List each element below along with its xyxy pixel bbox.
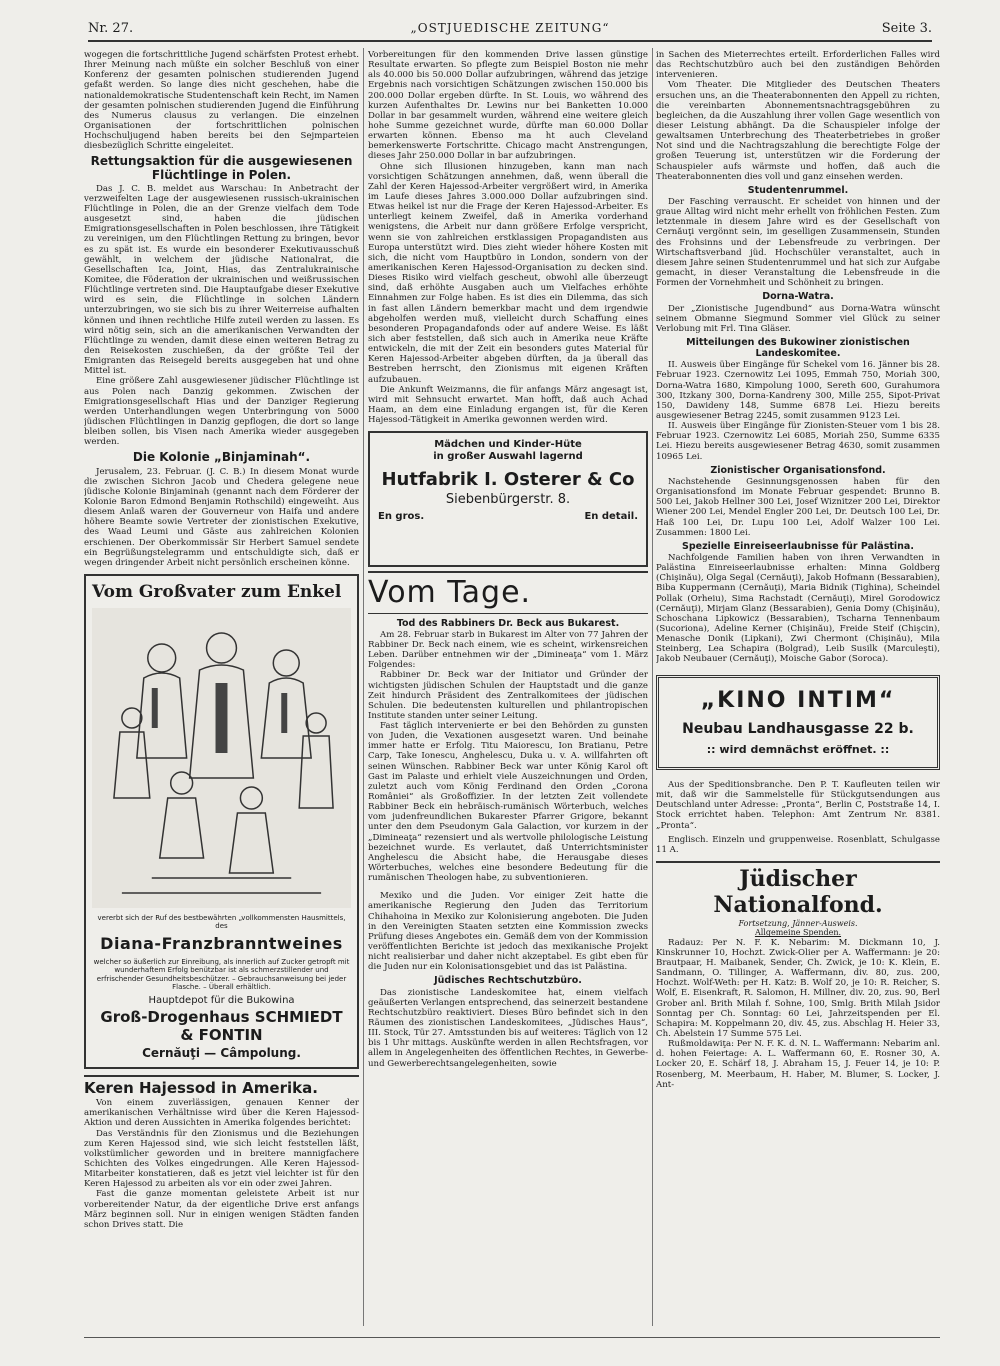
section-title-vom-tage: Vom Tage. bbox=[368, 571, 648, 613]
ad-brand: Diana-Franzbranntweines bbox=[100, 933, 343, 953]
headline-mitteilungen: Mitteilungen des Bukowiner zionistischen Landeskomitee. bbox=[686, 336, 910, 360]
ad-store: Groß-Drogenhaus SCHMIEDT & FONTIN bbox=[100, 1008, 343, 1044]
column-divider bbox=[363, 48, 364, 1326]
headline-einreise: Spezielle Einreiseerlaubnisse für Palästina. bbox=[682, 540, 914, 552]
ad-kino-note: :: wird demnächst eröffnet. :: bbox=[706, 743, 890, 756]
column-divider bbox=[652, 48, 653, 1326]
advertisement-kino-intim bbox=[656, 675, 940, 770]
ad-company: Hutfabrik I. Osterer & Co bbox=[381, 468, 635, 490]
illustration-drawing bbox=[92, 608, 351, 908]
article-paragraph: Die Ankunft Weizmanns, die für anfangs März angesagt ist, wird mit Sehnsucht erwartet. Man hofft, daß auch Achad Haam, an dem eine Einladung ergangen ist, für die Keren Hajessod-Tätigkeit in Amerika gewonnen werden wird. bbox=[368, 384, 648, 426]
headline-keren-hajessod: Keren Hajessod in Amerika. bbox=[84, 1075, 359, 1097]
column-2 bbox=[368, 50, 648, 1326]
article-paragraph: Der „Zionistische Jugendbund“ aus Dorna-Watra wünscht seinem Obmanne Siegmund Sommer viel Glück zu seiner Verlobung mit Frl. Tina Gläser. bbox=[656, 303, 940, 334]
article-paragraph: Das zionistische Landeskomitee hat, einem vielfach geäußerten Verlangen entsprechend, das seinerzeit bestandene Rechtschutzbüro reaktiviert. Dieses Büro befindet sich in den Räumen des zionistischen Landeskomitees, „Jüdisches Haus“, III. Stock, Tür 27. Amtsstunden bis auf weiteres: Täglich von 12 bis 1 Uhr mittags. Auskünfte werden in allen Rechtsfragen, vor allem in Angelegenheiten des öffentlichen Rechtes, in Gewerbe- und Gewerberechtsangelegenheiten, sowie bbox=[368, 987, 648, 1069]
article-paragraph: Mexiko und die Juden. Vor einiger Zeit hatte die amerikanische Regierung den Juden das Territorium Chihahoina in Mexiko zur Kolonisierung angeboten. Die Juden in den Vereinigten Staaten setzten eine Kommission zwecks Prüfung dieses Angebotes ein. Gemäß dem von der Kommission veröffentlichten Berichte ist jedoch das mexikanische Projekt nicht realisierbar und daher nicht akzeptabel. Es gibt eben für die Juden nur ein Kolonisationsgebiet und das ist Palästina. bbox=[368, 891, 648, 973]
ad-description: welcher so äußerlich zur Einreibung, als innerlich auf Zucker getropft mit wunderhaftem Erfolg benützbar ist als schmerzstillender und erfrischender Gesundheitsbeschützer. – Gebrauchsanweisung bei jeder Flasche. – Überall erhältlich. bbox=[93, 957, 350, 991]
article-paragraph: II. Ausweis über Eingänge für Zionisten-Steuer vom 1 bis 28. Februar 1923. Czernowitz Lei 6085, Moriah 250, Summe 6335 Lei. Hiezu bereits ausgewiesener Betrag 4630, somit zusammen 10965 Lei. bbox=[656, 421, 940, 462]
headline-nationalfond: Jüdischer Nationalfond. bbox=[656, 861, 940, 919]
article-paragraph: Rabbiner Dr. Beck war der Initiator und Gründer der wichtigsten jüdischen Schulen der Hauptstadt und die ganze Zeit hindurch Präsident des Zentralkomitees der jüdischen Schulen. Die bedeutensten kulturellen und philantropischen Institute standen unter seiner Leitung. bbox=[368, 670, 648, 721]
issue-number: Nr. 27. bbox=[88, 21, 134, 36]
article-paragraph: Nachfolgende Familien haben von ihren Verwandten in Palästina Einreiseerlaubnisse erhalten: Minna Goldberg (Chişinău), Olga Segal (Cernăuţi), Jakob Hofmann (Bessarabien), Biba Kuppermann (Cernăuţi), Maria Bidnik (Tighina), Scheindel Pollak (Orheiu), Sima Rachstadt (Cernăuţi), Mirel Gorodowicz (Cernăuţi), Mirjam Glanz (Bessarabien), Genia Domy (Chişinău), Schoschana Lipkowicz (Bessarabien), Tscharna Tennenbaum (Sucoriona), Adeline Kerner (Chişinău), Freide Steif (Chişcin), Menasche Donik (Lipkani), Zwi Chermont (Chişinău), Mila Steinberg, Lea Schapira (Bolgrad), Leib Susilk (Marculeşti), Jakob Neubauer (Cernăuţi), Moische Gabor (Soroca). bbox=[656, 552, 940, 665]
article-paragraph: Nachstehende Gesinnungsgenossen haben für den Organisationsfond im Monate Februar gespendet: Brunno B. 500 Lei, Jakob Hellner 300 Lei, Josef Wiznitzer 200 Lei, Direktor Wiener 200 Lei, Mendel Engler 200 Lei, Dr. Deutsch 100 Lei, Dr. Haß 100 Lei, Dr. Lupu 100 Lei, Adolf Walzer 100 Lei. Zusammen: 1800 Lei. bbox=[656, 476, 940, 538]
headline-beck: Tod des Rabbiners Dr. Beck aus Bukarest. bbox=[396, 617, 620, 629]
headline-rettungsaktion: Rettungsaktion für die ausgewiesenen Flüchtlinge in Polen. bbox=[90, 154, 353, 182]
article-paragraph: Ohne sich Illusionen hinzugeben, kann man nach vorsichtigen Schätzungen annehmen, daß, wenn überall die Zahl der Keren Hajessod-Arbeiter vergrößert wird, in Amerika im Laufe dieses Jahres 3.000.000 Dollar aufzubringen sind. Etwas heikel ist nur die Frage der Keren Hajessod-Arbeiter. Es unterliegt keinem Zweifel, daß in Amerika vorderhand wenigstens, die Arbeit nur dann größere Erfolge verspricht, wenn sie von zahlreichen erstklassigen Propagandisten aus Europa unterstützt wird. Dies zieht wieder höhere Kosten mit sich, die nicht vom Hauptbüro in London, sondern von der amerikanischen Keren Hajessod-Organisation zu decken sind. Dieses Risiko wird vielfach gescheut, obwohl alle überzeugt sind, daß erhöhte Ausgaben auch um Vielfaches erhöhte Einnahmen zur Folge haben. Es ist dies ein Dilemma, das sich in fast allen Ländern bemerkbar macht und dem irgendwie abgeholfen werden muß, vielleicht durch Schaffung eines besonderen Propagandafonds oder auf andere Weise. Es läßt sich aber feststellen, daß sich auch in Amerika neue Kräfte entwickeln, die mit der Zeit ein besonders gutes Material für Keren Hajessod-Arbeiter abgeben dürften, da ja überall das Bestreben herrscht, den Zionismus mit eigenen Kräften aufzubauen. bbox=[368, 161, 648, 385]
family-illustration bbox=[92, 608, 351, 908]
advertisement-hutfabrik bbox=[368, 431, 648, 567]
article-paragraph: Jerusalem, 23. Februar. (J. C. B.) In diesem Monat wurde die zwischen Sichron Jacob und Chedera gelegene neue jüdische Kolonie Binjaminah (genannt nach dem Förderer der Kolonie Baron Edmond Benjamin Rothschild) eingeweiht. Aus diesem Anlaß waren der Gouverneur von Haifa und andere höhere Beamte sowie Vertreter der zionistischen Exekutive, des Waad Leumi und Gäste aus zahlreichen Kolonien erschienen. Der Oberkommissär Sir Herbert Samuel sendete ein Begrüßungstelegramm und entschuldigte sich, daß er wegen dringender Arbeit nicht persönlich erscheinen könne. bbox=[84, 466, 359, 568]
ad-address: Siebenbürgerstr. 8. bbox=[445, 492, 571, 508]
article-paragraph: Englisch. Einzeln und gruppenweise. Rosenblatt, Schulgasse 11 A. bbox=[656, 834, 940, 855]
headline-dorna-watra: Dorna-Watra. bbox=[762, 291, 834, 303]
article-paragraph: Das Verständnis für den Zionismus und die Beziehungen zum Keren Hajessod sind, wie sich leicht feststellen läßt, volkstümlicher geworden und in breitere mannigfachere Schichten des Volkes eingedrungen. Alle Keren Hajessod-Mitarbeiter konstatieren, daß es jetzt viel leichter ist für den Keren Hajessod zu arbeiten als vor ein oder zwei Jahren. bbox=[84, 1128, 359, 1190]
article-paragraph: Von einem zuverlässigen, genauen Kenner der amerikanischen Verhältnisse wird über die Keren Hajessod-Aktion und deren Aussichten in Amerika folgendes berichtet: bbox=[84, 1098, 359, 1129]
subheading: Allgemeine Spenden. bbox=[754, 928, 842, 938]
ad-depot: Hauptdepot für die Bukowina bbox=[148, 995, 295, 1007]
article-paragraph: Aus der Speditionsbranche. Den P. T. Kaufleuten teilen wir mit, daß wir die Sammelstelle für Stückgutsendungen aus Deutschland unter Adresse: „Pronta“, Berlin C, Poststraße 14, I. Stock errichtet haben. Telephon: Amt Zentrum Nr. 8381. „Pronta“. bbox=[656, 779, 940, 831]
article-paragraph: II. Ausweis über Eingänge für Schekel vom 16. Jänner bis 28. Februar 1923. Czernowitz Lei 1095, Emmah 750, Moriah 300, Dorna-Watra 1680, Kimpolung 1000, Sereth 600, Gurahumora 300, Itzkany 300, Dorna-Kandreny 300, Mille 255, Sipot-Privat 150, Dawideny 148, Summe 6878 Lei. Hiezu bereits ausgewiesener Betrag 2245, somit zusammen 9123 Lei. bbox=[656, 360, 940, 422]
ad-kino-address: Neubau Landhausgasse 22 b. bbox=[682, 721, 914, 738]
article-paragraph: wogegen die fortschrittliche Jugend schärfsten Protest erhebt. Ihrer Meinung nach müßte ein solcher Beschluß von einer Konferenz der gesamten polnischen studierenden Jugend gefaßt werden. So lange dies nicht geschehen, habe die nationaldemokratische Studentenschaft kein Recht, im Namen der gesamten polnischen studierenden Jugend die Einführung des Numerus clausus zu verlangen. Die einzelnen Organisationen der fortschrittlichen polnischen Hochschuljugend haben bereits bei den Sejmparteien diesbezüglich Schritte eingeleitet. bbox=[84, 50, 359, 152]
article-paragraph: Fast täglich intervenierte er bei den Behörden zu gunsten von Juden, die Vexationen ausgesetzt waren. Und beinahe immer hatte er Erfolg. Titu Maiorescu, Ion Bratianu, Petre Carp, Take Ionescu, Anghelescu, Duka u. v. A. willfahrten oft seinen Wünschen. Rabbiner Beck war unter König Karol oft Gast im Palaste und erhielt viele Auszeichnungen und Orden, zuletzt auch vom König Ferdinand den Orden „Corona României“ als Großoffizier. In der letzten Zeit vollendete Rabbiner Beck ein hebräisch-rumänisch Wörterbuch, welches vom judenfreundlichen Bukarester Pfarrer Grigore, bekannt unter den dem Pseudonym Gala Galaction, vor kurzem in der „Dimineaţa“ rezensiert und als wertvolle philologische Leistung bezeichnet wurde. Es verlautet, daß Unterrichtsminister Anghelescu die Absicht habe, die Herausgabe dieses Wörterbuches, welches eine besondere Bedeutung für die rumänischen Theologen habe, zu subventionieren. bbox=[368, 721, 648, 884]
ad-cities: Cernăuţi — Câmpolung. bbox=[142, 1046, 301, 1061]
advertisement-diana bbox=[84, 574, 359, 1069]
ad-line: in großer Auswahl lagernd bbox=[433, 451, 583, 462]
column-3 bbox=[656, 50, 940, 1326]
ad-title: Vom Großvater zum Enkel bbox=[92, 582, 342, 603]
page-header bbox=[88, 18, 932, 42]
ad-line: Mädchen und Kinder-Hüte bbox=[434, 439, 582, 451]
ad-kino-name: „KINO INTIM“ bbox=[700, 687, 896, 713]
bottom-rule bbox=[84, 1337, 940, 1338]
ad-wholesale: En gros. bbox=[378, 511, 425, 523]
column-1 bbox=[84, 50, 359, 1326]
ad-retail: En detail. bbox=[584, 511, 638, 523]
article-paragraph: Vom Theater. Die Mitglieder des Deutschen Theaters ersuchen uns, an die Theaterabonnenten den Appell zu richten, die vereinbarten Abonnementsnachtragsgebühren zu begleichen, da die Auszahlung ihrer vollen Gage wesentlich von dieser Leistung abhängt. Da die Schauspieler infolge der gewaltsamen Unterbrechung des Theaterbetriebes in großer Not sind und die Nachtragszahlung die berechtigte Folge der großen Teuerung ist, unterstützen wir die Forderung der Schauspieler aufs wärmste und hoffen, daß auch die Theaterabonnenten dies voll und ganz einsehen werden. bbox=[656, 80, 940, 182]
article-paragraph: Radauz: Per N. F. K. Nebarim: M. Dickmann 10, J. Kinskrunner 10, Hochzt. Zwick-Olier per A. Waffermann: je 20: Brautpaar, H. Maibanek, Sender, Ch. Zwick, je 10: K. Klein, E. Sandmann, O. Tillinger, A. Waffermann, div. 80, zus. 200, Hochzt. Wolf-Weth: per H. Katz: B. Wolf 20, je 10: R. Reicher, S. Wolf, E. Eisenkraft, R. Salomon, H. Millner, div. 20, zus. 90, Berl Grober anl. Brith Milah f. Sohne, 100, Smlg. Brith Milah Jsidor Sonntag per Ch. Sonntag: 60 Lei, Jahrzeitspenden per El. Schapira: M. Koppelmann 20, div. 45, zus. Abschlag H. Heier 33, Ch. Abelstein 17 Summe 575 Lei. bbox=[656, 937, 940, 1039]
article-paragraph: Eine größere Zahl ausgewiesener jüdischer Flüchtlinge ist aus Polen nach Danzig gekommen. Zwischen der Emigrationsgesellschaft Hias und der Danziger Regierung werden Unterhandlungen wegen Unterbringung von 5000 jüdischen Flüchtlingen in Danzig gepflogen, die dort so lange bleiben sollen, bis Visen nach Amerika wieder ausgegeben werden. bbox=[84, 376, 359, 448]
article-paragraph: Vorbereitungen für den kommenden Drive lassen günstige Resultate erwarten. So pflegte zum Beispiel Boston nie mehr als 40.000 bis 50.000 Dollar aufzubringen, während das jetzige Ergebnis nach vorsichtigen Schätzungen zwischen 150.000 bis 200.000 Dollar ergeben dürfte. In St. Louis, wo während des kurzen Aufenthaltes Dr. Lewins nur bei Banketten 10.000 Dollar in bar gesammelt wurden, während eine weitere gleich hohe Summe gezeichnet wurde, dürfte man 60.000 Dollar erwarten können. Ebenso ma ht auch Cleveland bemerkenswerte Fortschritte. Chicago macht Anstrengungen, dieses Jahr 250.000 Dollar in bar aufzubringen. bbox=[368, 50, 648, 162]
headline-rechtschutzbuero: Jüdisches Rechtschutzbüro. bbox=[434, 975, 582, 987]
article-paragraph: Das J. C. B. meldet aus Warschau: In Anbetracht der verzweifelten Lage der ausgewiesenen russisch-ukrainischen Flüchtlinge in Polen, die an der Grenze vielfach dem Tode ausgesetzt sind, haben die jüdischen Emigrationsgesellschaften in Polen beschlossen, ihre Tätigkeit zu vereinigen, um den Flüchtlingen Rettung zu bringen, bevor es zu spät ist. Es wurde ein besonderer Exekutivausschuß gewählt, in welchem der jüdische Nationalrat, die Gesellschaften Ica, Joint, Hias, das Zentralukrainische Komitee, die Föderation der ukrainischen und weißrussischen Flüchtlinge vertreten sind. Die Hauptaufgabe dieser Exekutive wird es sein, die Flüchtlinge in solchen Ländern unterzubringen, wo sie sich bis zu ihrer Weiterreise aufhalten können und ihnen rechtliche Hilfe zuteil werden zu lassen. Es wird nötig sein, sich an die amerikanischen Verwandten der Flüchtlinge zu wenden, damit diese einen weiteren Betrag zu den Reisekosten zuschießen, da der größte Teil der Emigranten das Reisegeld bereits ausgegeben hat und ohne Mittel ist. bbox=[84, 183, 359, 377]
article-paragraph: Der Fasching verrauscht. Er scheidet von hinnen und der graue Alltag wird nicht mehr erhellt von fröhlichen Festen. Zum letztenmale in diesem Jahre wird es der Gesellschaft von Cernăuţi vergönnt sein, im geselligen Zusammensein, Stunden des Frohsinns und der Lebensfreude zu verbringen. Der Wirtschaftsverband jüd. Hochschüler veranstaltet, auch in diesem Jahre seinen Studentenrummel und hat sich zur Aufgabe gemacht, in dieser Veranstaltung die Lebensfreude in die Formen der Vornehmheit und Schönheit zu bringen. bbox=[656, 197, 940, 289]
headline-organisationsfond: Zionistischer Organisationsfond. bbox=[710, 464, 886, 476]
article-paragraph: Rußmoldawiţa: Per N. F. K. d. N. L. Waffermann: Nebarim anl. d. hohen Feiertage: A. L. Waffermann 60, E. Rosner 30, A. Locker 20, E. Schärf 18, J. Abraham 15, J. Feuer 14, je 10: P. Rosenberg, M. Meerbaum, H. Haber, M. Blumer, S. Locker, J. Ant- bbox=[656, 1039, 940, 1090]
page-number: Seite 3. bbox=[881, 21, 932, 36]
article-paragraph: in Sachen des Mieterrechtes erteilt. Erforderlichen Falles wird das Rechtschutzbüro auch bei den zuständigen Behörden intervenieren. bbox=[656, 50, 940, 81]
headline-studentenrummel: Studentenrummel. bbox=[747, 184, 849, 196]
subheading: Fortsetzung, Jänner-Ausweis. bbox=[738, 918, 858, 928]
headline-kolonie: Die Kolonie „Binjaminah“. bbox=[132, 450, 311, 465]
article-paragraph: Am 28. Februar starb in Bukarest im Alter von 77 Jahren der Rabbiner Dr. Beck nach einem, wie es scheint, wirkensreichen Leben. Darüber entnehmen wir der „Dimineaţa“ vom 1. März Folgendes: bbox=[368, 629, 648, 671]
article-paragraph: Fast die ganze momentan geleistete Arbeit ist nur vorbereitender Natur, da der eigentliche Drive erst anfangs März beginnen soll. Nur in einigen wenigen Städten fanden schon Drives statt. Die bbox=[84, 1189, 359, 1230]
masthead: „OSTJUEDISCHE ZEITUNG“ bbox=[410, 21, 610, 35]
ad-line: vererbt sich der Ruf des bestbewährten „vollkommensten Hausmittels, des bbox=[97, 914, 346, 931]
